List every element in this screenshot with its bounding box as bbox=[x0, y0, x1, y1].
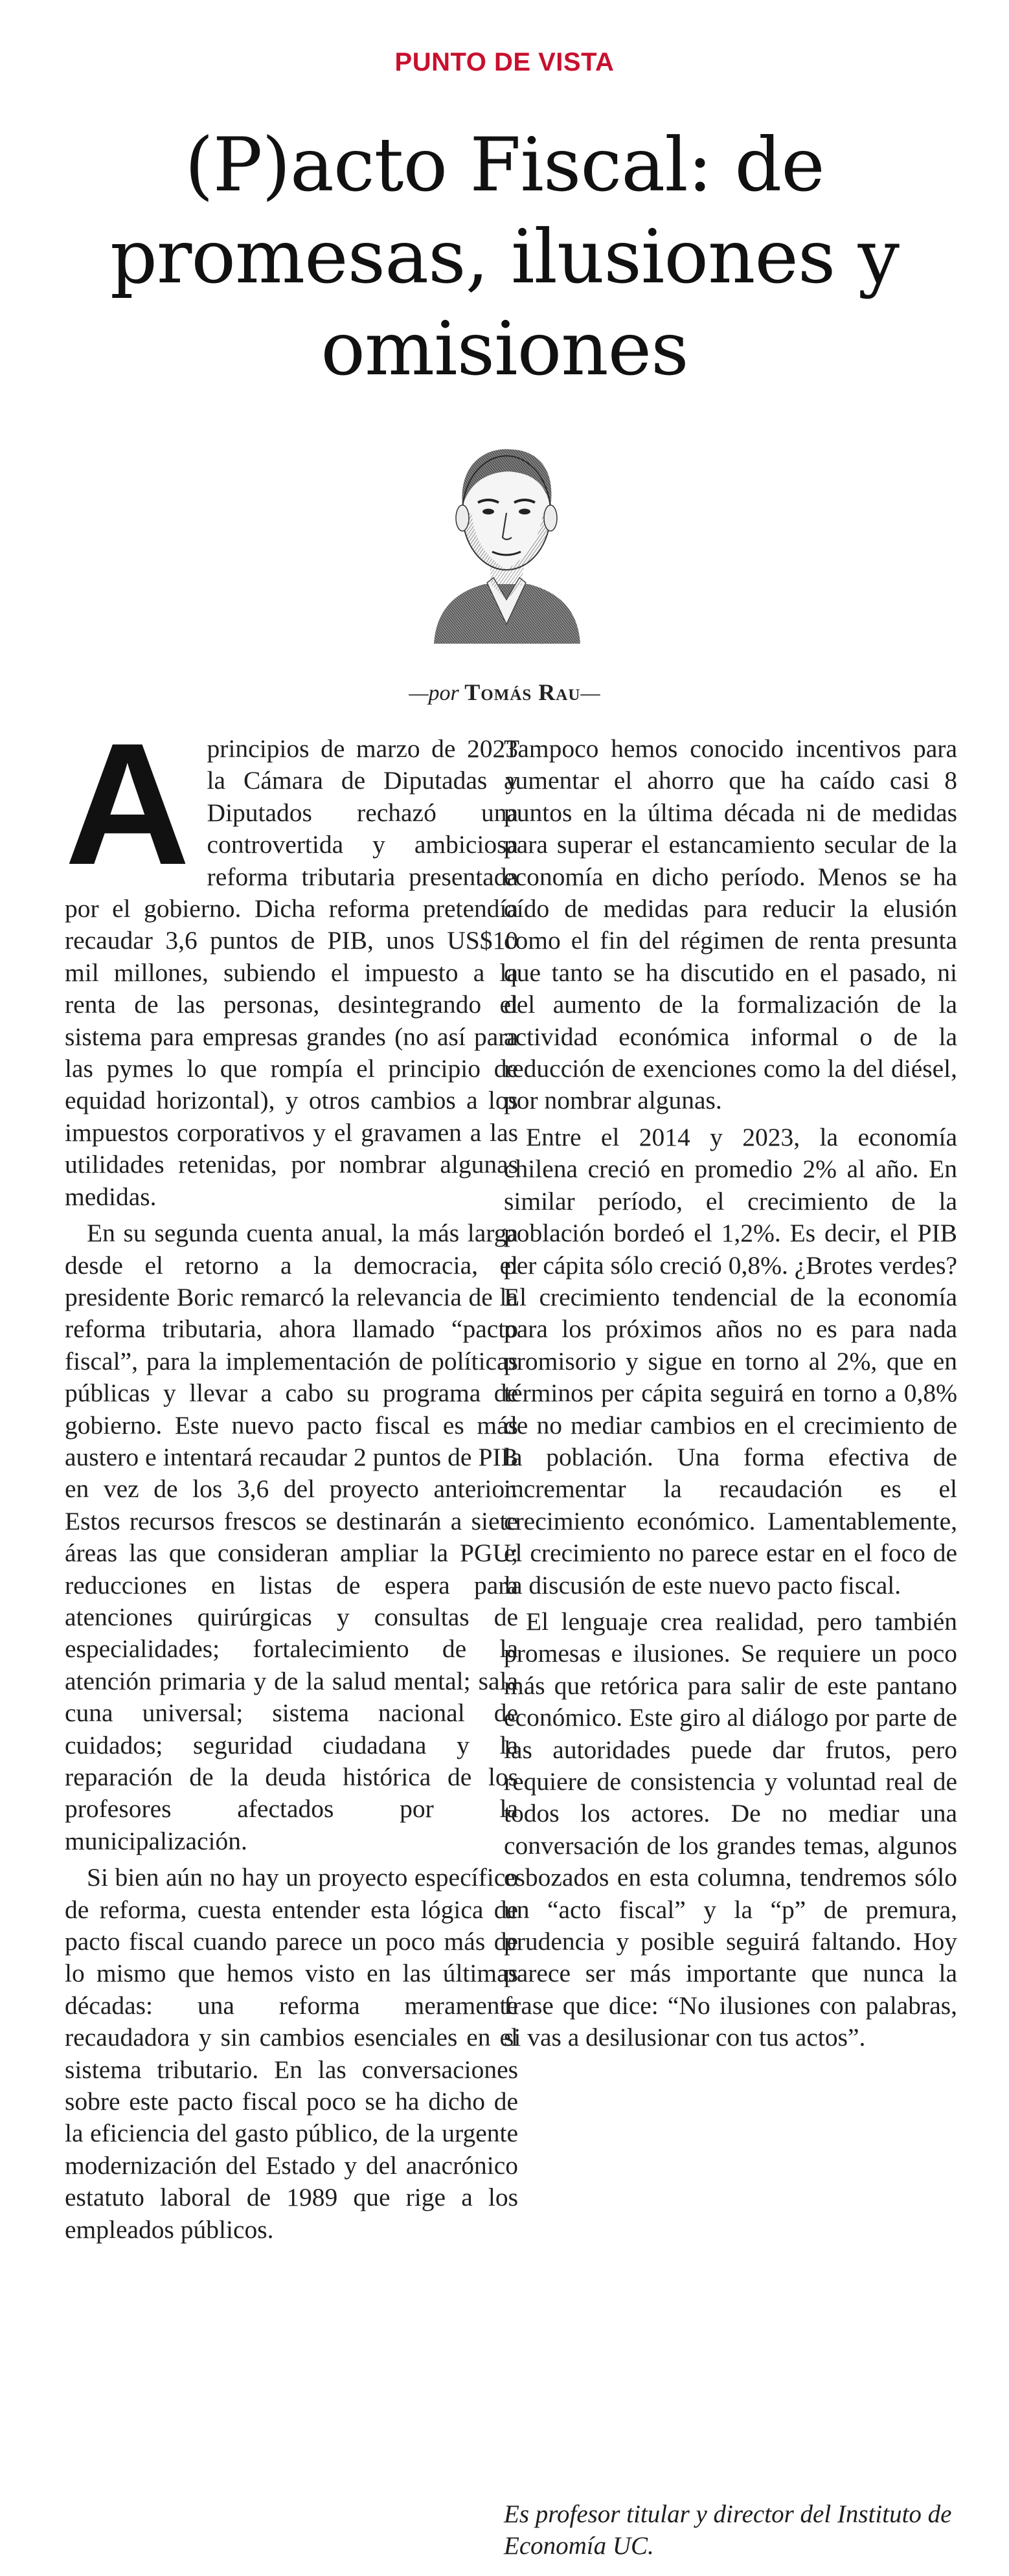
byline-prefix: —por bbox=[409, 681, 459, 705]
article-paragraph: Entre el 2014 y 2023, la economía chilena creció en promedio 2% al año. En similar período, el crecimiento de la población bordeó el 1,2%. Es decir, el PIB per cápita sólo creció 0,8%. ¿Brotes verdes? El crecimiento tendencial de la economía para los próximos años no es para nada promisorio y sigue en torno al 2%, que en términos per cápita seguirá en torno a 0,8% de no mediar cambios en el crecimiento de la población. Una forma efectiva de incrementar la recaudación es el crecimiento económico. Lamentablemente, el crecimiento no parece estar en el foco de la discusión de este nuevo pacto fiscal. bbox=[504, 1122, 957, 1599]
paragraph-text: principios de marzo de 2023 la Cámara de Diputadas y Diputados rechazó una controvertida y ambiciosa reforma tributaria presentada por el gobierno. Dicha reforma pretendía recaudar 3,6 puntos de PIB, unos US$10 mil millones, subiendo el impuesto a la renta de las personas, desintegrando el sistema para empresas grandes (no así para las pymes lo que rompía el principio de equidad horizontal), y otros cambios a los impuestos corporativos y el gravamen a las utilidades retenidas, por nombrar algunas medidas. bbox=[65, 734, 518, 1211]
article-paragraph: Si bien aún no hay un proyecto específico de reforma, cuesta entender esta lógica de pacto fiscal cuando parece un poco más de lo mismo que hemos visto en las últimas décadas: una reforma meramente recaudadora y sin cambios esenciales en el sistema tributario. En las conversaciones sobre este pacto fiscal poco se ha dicho de la eficiencia del gasto público, de la urgente modernización del Estado y del anacrónico estatuto laboral de 1989 que rige a los empleados públicos. bbox=[65, 1863, 518, 2244]
article-column-left bbox=[65, 706, 518, 2250]
headline: (P)acto Fiscal: de promesas, ilusiones y omisiones bbox=[109, 122, 900, 392]
drop-cap: A bbox=[65, 706, 190, 901]
section-label: PUNTO DE VISTA bbox=[394, 48, 615, 76]
author-note: Es profesor titular y director del Instituto de Economía UC. bbox=[504, 2500, 952, 2560]
article-paragraph bbox=[65, 706, 518, 1213]
article-column-right bbox=[504, 733, 957, 2059]
article-paragraph: En su segunda cuenta anual, la más larga desde el retorno a la democracia, el presidente Boric remarcó la relevancia de la reforma tributaria, ahora llamado “pacto fiscal”, para la implementación de políticas públicas y llevar a cabo su programa de gobierno. Este nuevo pacto fiscal es más austero e intentará recaudar 2 puntos de PIB en vez de los 3,6 del proyecto anterior. Estos recursos frescos se destinarán a siete áreas las que consideran ampliar la PGU; reducciones en listas de espera para atenciones quirúrgicas y consultas de especialidades; fortalecimiento de la atención primaria y de la salud mental; sala cuna universal; sistema nacional de cuidados; seguridad ciudadana y la reparación de la deuda histórica de los profesores afectados por la municipalización. bbox=[65, 1219, 518, 1855]
byline bbox=[0, 679, 1009, 706]
byline-suffix: — bbox=[580, 681, 600, 705]
author-portrait bbox=[430, 430, 583, 644]
article-paragraph: El lenguaje crea realidad, pero también promesas e ilusiones. Se requiere un poco más que retórica para salir de este pantano económico. Este giro al diálogo por parte de las autoridades puede dar frutos, pero requiere de consistencia y voluntad real de todos los actores. De no mediar una conversación de los grandes temas, algunos esbozados en esta columna, tendremos sólo un “acto fiscal” y la “p” de premura, prudencia y posible seguirá faltando. Hoy parece ser más importante que nunca la frase que dice: “No ilusiones con palabras, si vas a desilusionar con tus actos”. bbox=[504, 1607, 957, 2052]
byline-author: Tomás Rau bbox=[464, 679, 581, 705]
article-paragraph: Tampoco hemos conocido incentivos para aumentar el ahorro que ha caído casi 8 puntos en la última década ni de medidas para superar el estancamiento secular de la economía en dicho período. Menos se ha oído de medidas para reducir la elusión como el fin del régimen de renta presunta que tanto se ha discutido en el pasado, ni del aumento de la formalización de la actividad económica informal o de la reducción de exenciones como la del diésel, por nombrar algunas. bbox=[504, 734, 957, 1115]
